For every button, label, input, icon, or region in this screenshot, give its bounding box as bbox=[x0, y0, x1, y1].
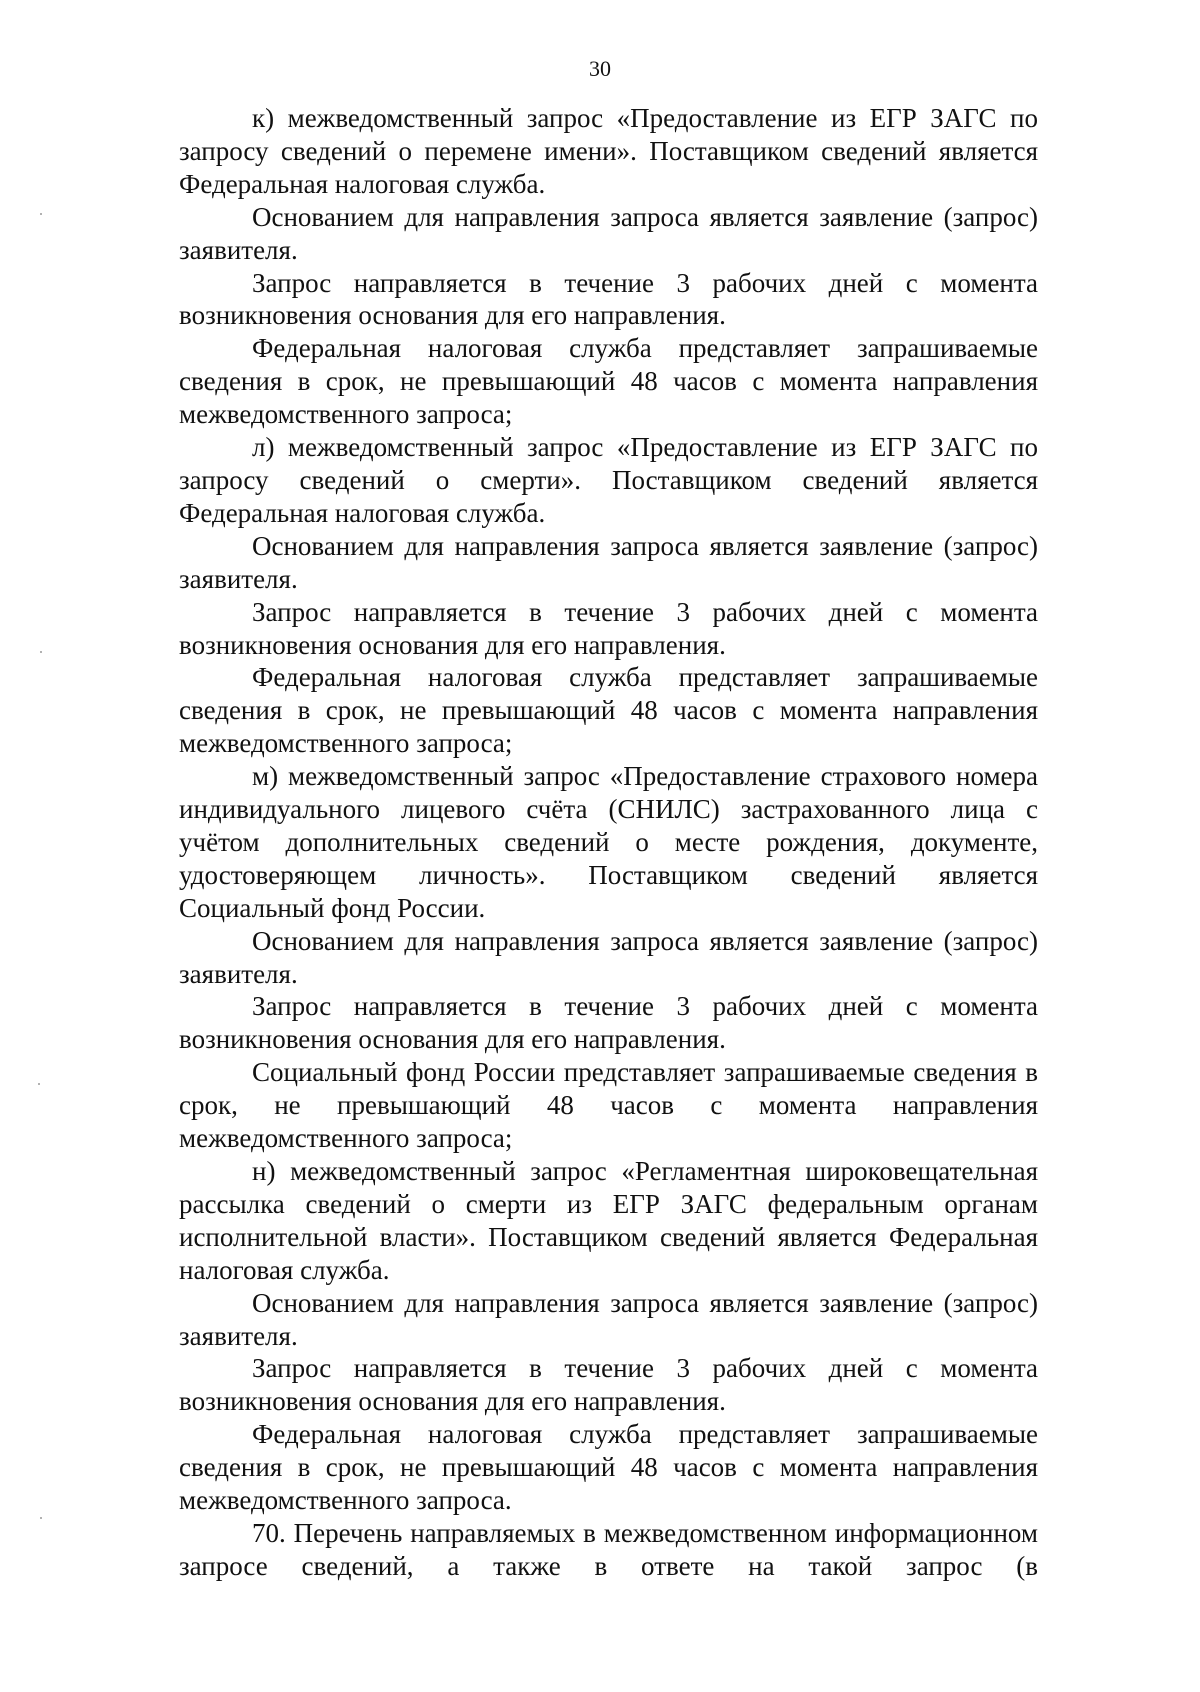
document-body bbox=[179, 102, 1038, 1583]
paragraph: Запрос направляется в течение 3 рабочих дней с момента возникновения основания для его направления. bbox=[179, 596, 1038, 660]
scan-speck bbox=[40, 651, 42, 653]
paragraph: н) межведомственный запрос «Регламентная широковещательная рассылка сведений о смерти из ЕГР ЗАГС федеральным органам исполнительной власти». Поставщиком сведений является Федеральная налоговая служба. bbox=[179, 1156, 1038, 1285]
paragraph: л) межведомственный запрос «Предоставление из ЕГР ЗАГС по запросу сведений о смерти». Поставщиком сведений является Федеральная налоговая служба. bbox=[179, 432, 1038, 528]
paragraph: Федеральная налоговая служба представляет запрашиваемые сведения в срок, не превышающий 48 часов с момента направления межведомственного запроса; bbox=[179, 333, 1038, 430]
paragraph: м) межведомственный запрос «Предоставление страхового номера индивидуального лицевого счёта (СНИЛС) застрахованного лица с учётом дополнительных сведений о месте рождения, документе, удостоверяющем личность». Поставщиком сведений является Социальный фонд России. bbox=[179, 761, 1038, 923]
paragraph: Социальный фонд России представляет запрашиваемые сведения в срок, не превышающий 48 часов с момента направления межведомственного запроса; bbox=[179, 1057, 1038, 1154]
paragraph: Запрос направляется в течение 3 рабочих дней с момента возникновения основания для его направления. bbox=[179, 267, 1038, 331]
scan-speck bbox=[40, 213, 42, 215]
paragraph: Основанием для направления запроса является заявление (запрос) заявителя. bbox=[179, 1287, 1038, 1351]
paragraph: Федеральная налоговая служба представляет запрашиваемые сведения в срок, не превышающий 48 часов с момента направления межведомственного запроса; bbox=[179, 662, 1038, 759]
scan-speck bbox=[40, 1517, 42, 1519]
paragraph-continued: 70. Перечень направляемых в межведомственном информационном запросе сведений, а также в ответе на такой запрос (в bbox=[179, 1517, 1038, 1581]
page-number: 30 bbox=[589, 56, 611, 81]
paragraph: Запрос направляется в течение 3 рабочих дней с момента возникновения основания для его направления. bbox=[179, 991, 1038, 1055]
paragraph: Основанием для направления запроса является заявление (запрос) заявителя. bbox=[179, 925, 1038, 989]
scan-speck bbox=[38, 1083, 40, 1085]
paragraph: Запрос направляется в течение 3 рабочих дней с момента возникновения основания для его направления. bbox=[179, 1353, 1038, 1417]
paragraph: к) межведомственный запрос «Предоставление из ЕГР ЗАГС по запросу сведений о перемене имени». Поставщиком сведений является Федеральная налоговая служба. bbox=[179, 103, 1038, 199]
paragraph: Основанием для направления запроса является заявление (запрос) заявителя. bbox=[179, 530, 1038, 594]
paragraph: Федеральная налоговая служба представляет запрашиваемые сведения в срок, не превышающий 48 часов с момента направления межведомственного запроса. bbox=[179, 1419, 1038, 1516]
paragraph: Основанием для направления запроса является заявление (запрос) заявителя. bbox=[179, 201, 1038, 265]
